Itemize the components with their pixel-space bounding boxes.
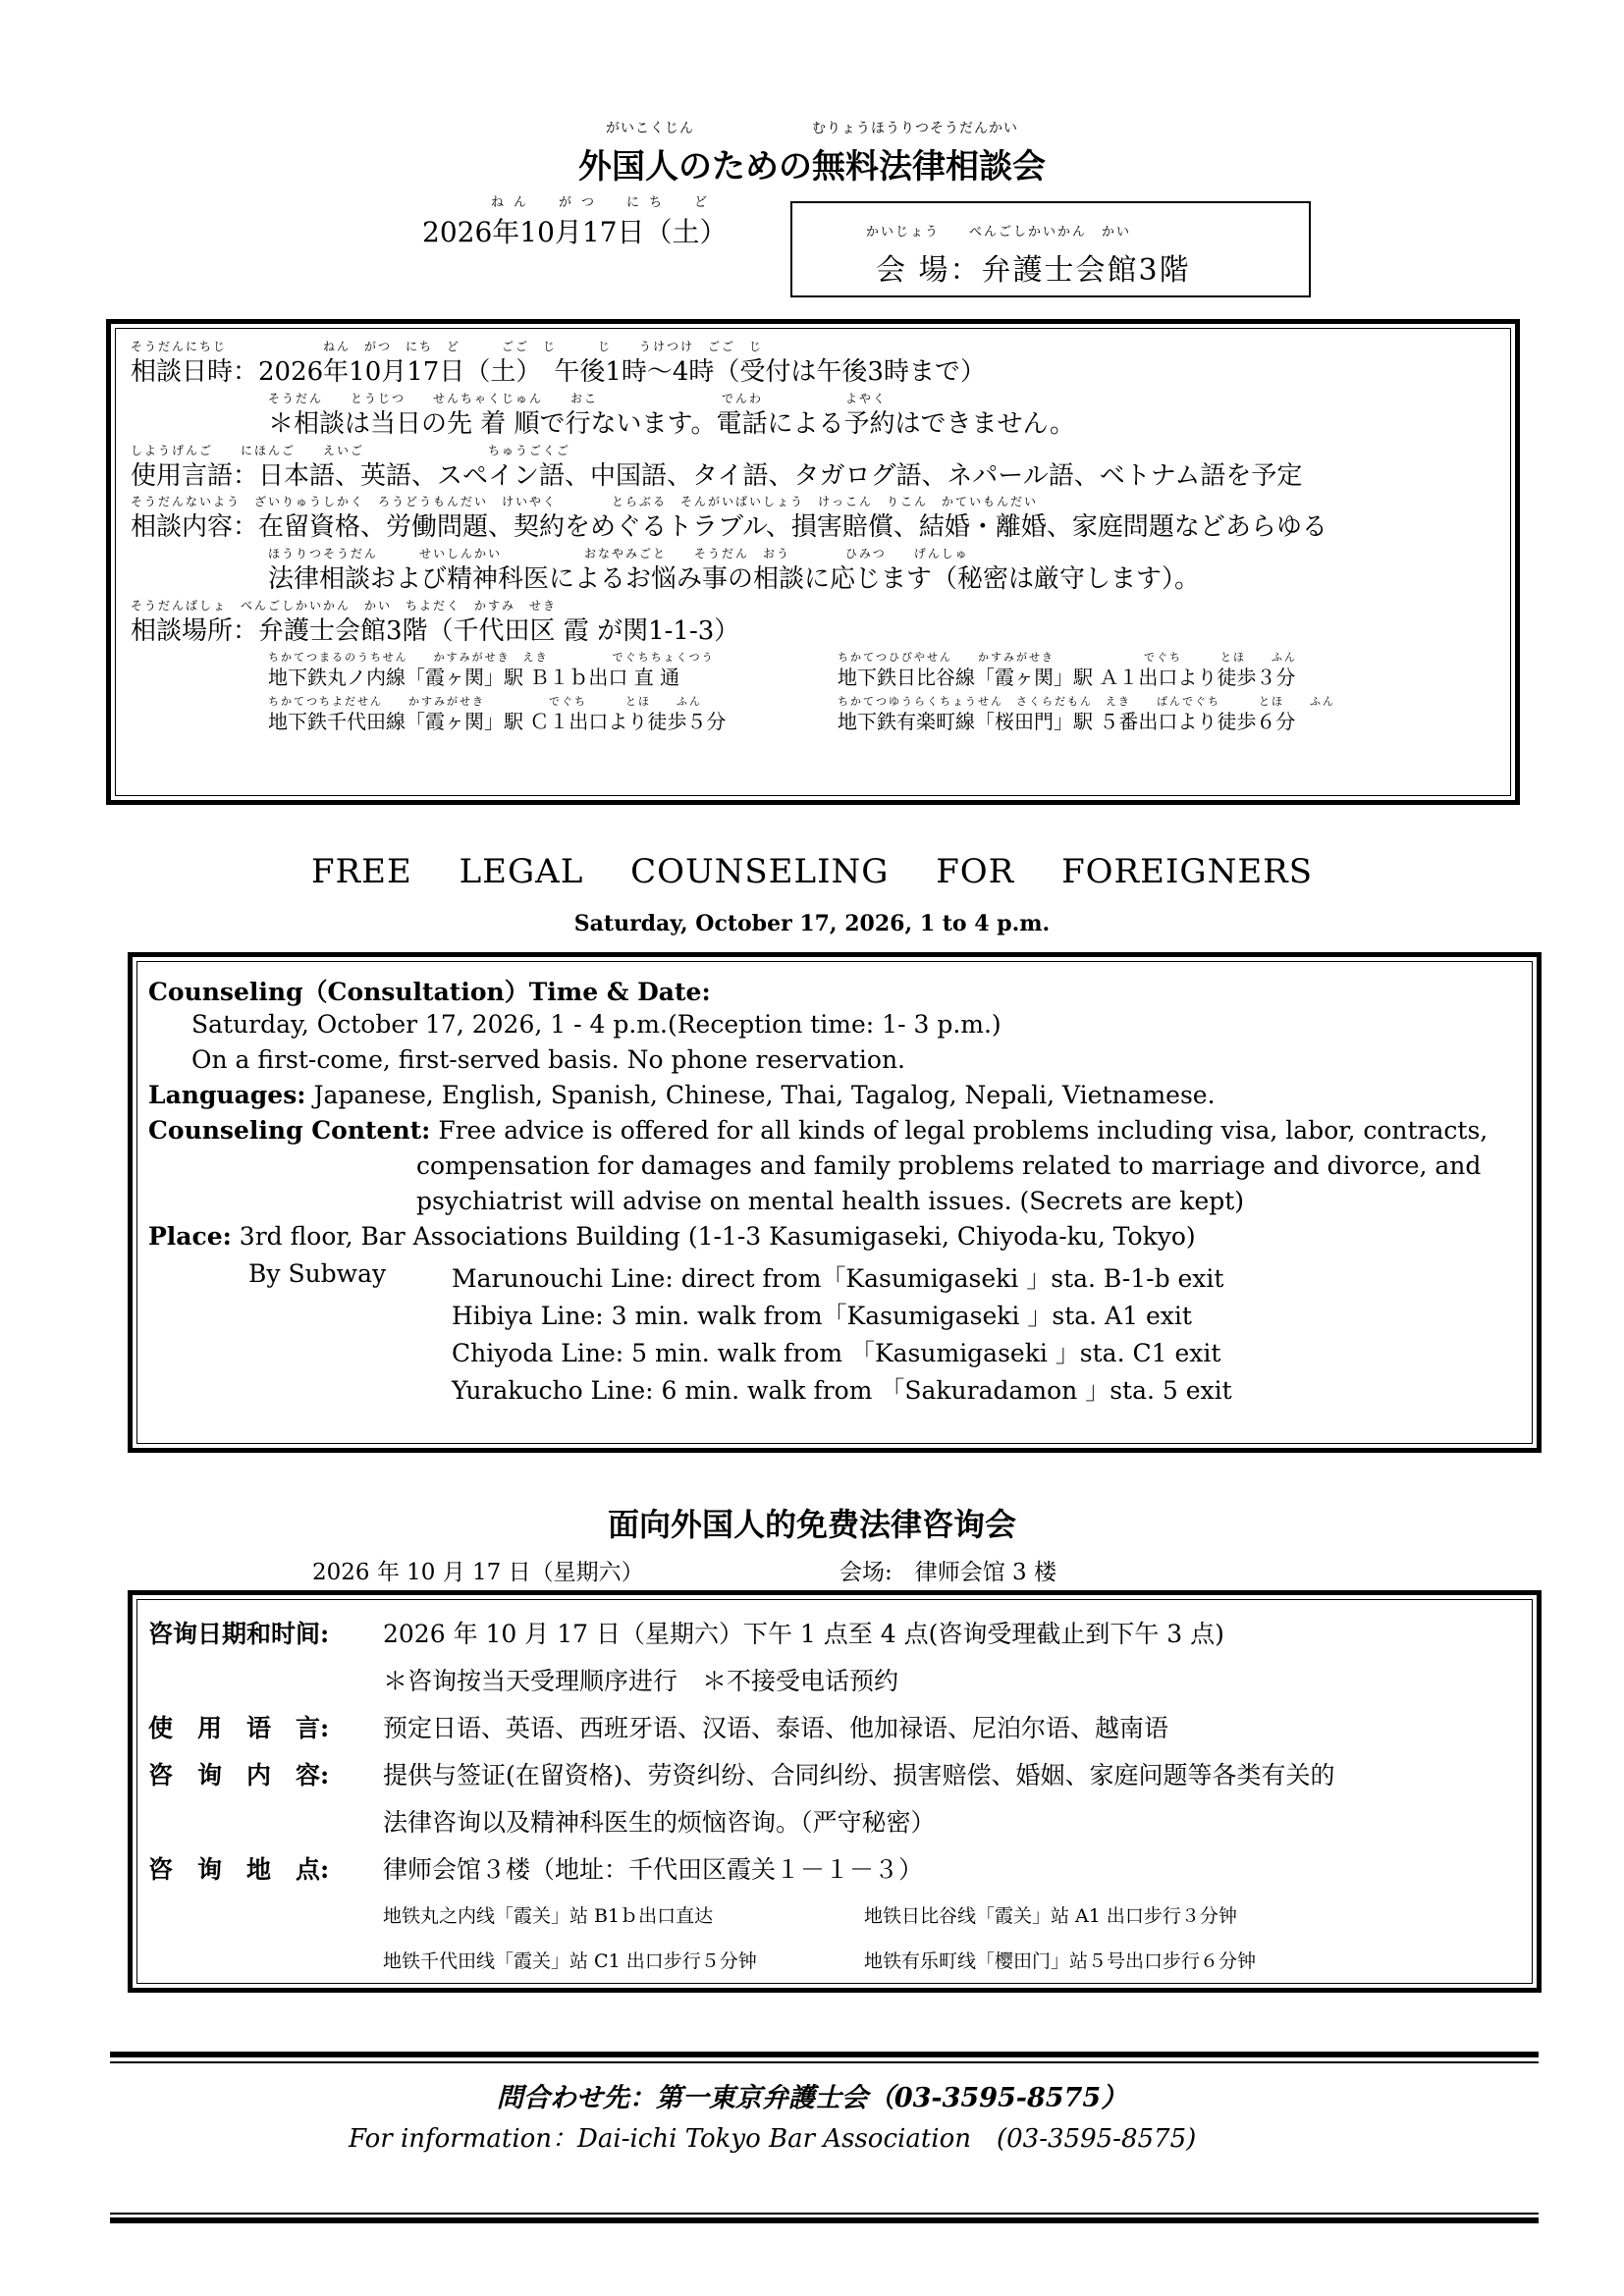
jp-access-ruby: ちかてつまるのうちせん かすみがせき えき でぐちちょくつう [268, 651, 715, 664]
zh-access-hibiya: 地铁日比谷线「霞关」站 A1 出口步行３分钟 [864, 1905, 1237, 1927]
zh-time-text: 2026 年 10 月 17 日（星期六）下午 1 点至 4 点(咨询受理截止到下午 3 点) [383, 1620, 1224, 1648]
jp-row-note: ＊相談は当日の先 着 順で行ないます。電話による予約はできません。 [268, 409, 1076, 439]
jp-header [0, 118, 1624, 187]
en-basis: On a first-come, first-served basis. No phone reservation. [191, 1045, 906, 1074]
zh-access-chiyoda: 地铁千代田线「霞关」站 C1 出口步行５分钟 [383, 1950, 757, 1972]
en-subway-hibiya: Hibiya Line: 3 min. walk from「Kasumigaseki 」sta. A1 exit [452, 1302, 1192, 1330]
zh-access-marunouchi: 地铁丸之内线「霞关」站 B1ｂ出口直达 [383, 1905, 714, 1927]
jp-row-ruby: そうだんばしょ べんごしかいかん かい ちよだく かすみ せき [131, 599, 558, 613]
en-content-3: psychiatrist will advise on mental health issues. (Secrets are kept) [416, 1187, 1245, 1215]
footer-bottom-rule [110, 2217, 1539, 2223]
zh-content-label: 咨 询 内 容: [148, 1761, 330, 1789]
jp-row-place: 相談場所：弁護士会館3階（千代田区 霞 が関1-1-3） [131, 616, 740, 646]
jp-row-ruby: そうだんないよう ざいりゅうしかく ろうどうもんだい けいやく とらぶる そんがいばいしょう けっこん りこん かていもんだい [131, 495, 1039, 508]
zh-content-1: 提供与签证(在留资格)、劳资纠纷、合同纠纷、损害赔偿、婚姻、家庭问题等各类有关的 [383, 1761, 1335, 1789]
jp-date: 2026年10月17日（土） [422, 216, 728, 248]
en-by-subway: By Subway [248, 1259, 387, 1288]
jp-row-languages: 使用言語：日本語、英語、スペイン語、中国語、タイ語、タガログ語、ネパール語、ベトナム語を予定 [131, 461, 1303, 491]
zh-access-yurakucho: 地铁有乐町线「樱田门」站５号出口步行６分钟 [864, 1950, 1257, 1972]
jp-access-hibiya: 地下鉄日比谷線「霞ヶ関」駅 Ａ１出口より徒歩３分 [838, 666, 1296, 689]
jp-row-datetime: 相談日時：2026年10月17日（土） 午後1時～4時（受付は午後3時まで） [131, 357, 986, 387]
en-info-box [128, 952, 1542, 1453]
jp-row-ruby: しようげんご にほんご えいご ちゅうごくご [131, 444, 571, 457]
en-place-text: 3rd floor, Bar Associations Building (1-1-3 Kasumigaseki, Chiyoda-ku, Tokyo) [231, 1222, 1196, 1251]
zh-date: 2026 年 10 月 17 日（星期六） [312, 1560, 644, 1585]
en-time-label: Counseling（Consultation）Time & Date: [148, 978, 711, 1006]
en-content-2: compensation for damages and family problems related to marriage and divorce, and [416, 1151, 1482, 1180]
footer-top-rule-thin [110, 2061, 1539, 2063]
jp-row-ruby: そうだんにちじ ねん がつ にち ど ごご じ じ うけつけ ごご じ [131, 340, 764, 353]
zh-title: 面向外国人的免费法律咨询会 [607, 1506, 1016, 1543]
en-subway-marunouchi: Marunouchi Line: direct from「Kasumigaseki 」sta. B-1-b exit [452, 1264, 1224, 1293]
zh-place-text: 律师会馆３楼（地址：千代田区霞关１－１－３） [383, 1855, 924, 1884]
jp-row-content: 相談内容：在留資格、労働問題、契約をめぐるトラブル、損害賠償、結婚・離婚、家庭問題などあらゆる [131, 512, 1327, 542]
en-time-text: Saturday, October 17, 2026, 1 - 4 p.m.(Reception time: 1- 3 p.m.) [191, 1010, 1001, 1039]
jp-access-ruby: ちかてつちよだせん かすみがせき でぐち とほ ふん [268, 695, 702, 708]
footer-contact-jp: 問合わせ先：第一東京弁護士会（03-3595-8575） [496, 2083, 1128, 2113]
jp-row-ruby: そうだん とうじつ せんちゃくじゅん おこ でんわ よやく [268, 392, 888, 405]
en-subtitle: Saturday, October 17, 2026, 1 to 4 p.m. [573, 911, 1051, 936]
en-content [148, 1116, 1488, 1145]
en-place [148, 1222, 1196, 1251]
jp-title: 外国人のための無料法律相談会 [578, 147, 1046, 187]
zh-venue: 会场: 律师会馆 3 楼 [839, 1560, 1057, 1585]
zh-content-2: 法律咨询以及精神科医生的烦恼咨询。（严守秘密） [383, 1808, 936, 1837]
footer-top-rule [110, 2052, 1539, 2057]
jp-venue: 会 場：弁護士会館3階 [876, 253, 1191, 288]
footer-bottom-rule-thin [110, 2213, 1539, 2215]
en-title: FREE LEGAL COUNSELING FOR FOREIGNERS [310, 852, 1314, 891]
en-subway-yurakucho: Yurakucho Line: 6 min. walk from 「Sakuradamon 」sta. 5 exit [452, 1376, 1232, 1405]
jp-date-ruby: ねん がつ にち ど [491, 195, 718, 210]
jp-info-box [106, 319, 1520, 805]
en-lang-text: Japanese, English, Spanish, Chinese, Thai, Tagalog, Nepali, Vietnamese. [305, 1081, 1216, 1109]
en-content-label: Counseling Content: [148, 1116, 431, 1145]
en-subway-chiyoda: Chiyoda Line: 5 min. walk from 「Kasumigaseki 」sta. C1 exit [452, 1339, 1221, 1367]
zh-time-label: 咨询日期和时间: [148, 1620, 330, 1648]
zh-info-box [128, 1590, 1542, 1993]
jp-access-chiyoda: 地下鉄千代田線「霞ヶ関」駅 Ｃ１出口より徒歩５分 [268, 710, 727, 733]
zh-lang-label: 使 用 语 言: [148, 1714, 330, 1742]
zh-place-label: 咨 询 地 点: [148, 1855, 330, 1884]
jp-row-ruby: ほうりつそうだん せいしんかい おなやみごと そうだん おう ひみつ げんしゅ [268, 547, 969, 561]
jp-venue-ruby: かいじょう べんごしかいかん かい [866, 225, 1132, 240]
jp-access-marunouchi: 地下鉄丸ノ内線「霞ヶ関」駅 Ｂ１ｂ出口 直 通 [268, 666, 680, 689]
zh-lang-text: 预定日语、英语、西班牙语、汉语、泰语、他加禄语、尼泊尔语、越南语 [383, 1714, 1169, 1742]
jp-title-ruby: がいこくじん むりょうほうりつそうだんかい [606, 121, 1018, 136]
jp-access-ruby: ちかてつひびやせん かすみがせき でぐち とほ ふん [838, 651, 1297, 664]
footer-contact-en: For information：Dai-ichi Tokyo Bar Association (03-3595-8575) [349, 2124, 1197, 2154]
zh-note: ＊咨询按当天受理顺序进行 ＊不接受电话预约 [383, 1667, 899, 1695]
en-lang-label: Languages: [148, 1081, 306, 1109]
en-languages [148, 1081, 1216, 1109]
en-content-1: Free advice is offered for all kinds of legal problems including visa, labor, contracts, [430, 1116, 1489, 1145]
jp-row-content-cont: 法律相談および精神科医によるお悩み事の相談に応じます（秘密は厳守します）。 [268, 564, 1201, 594]
en-place-label: Place: [148, 1222, 232, 1251]
jp-venue-box [790, 201, 1311, 297]
jp-access-ruby: ちかてつゆうらくちょうせん さくらだもん えき ばんでぐち とほ ふん [838, 695, 1335, 708]
jp-access-yurakucho: 地下鉄有楽町線「桜田門」駅 ５番出口より徒歩６分 [838, 710, 1296, 733]
